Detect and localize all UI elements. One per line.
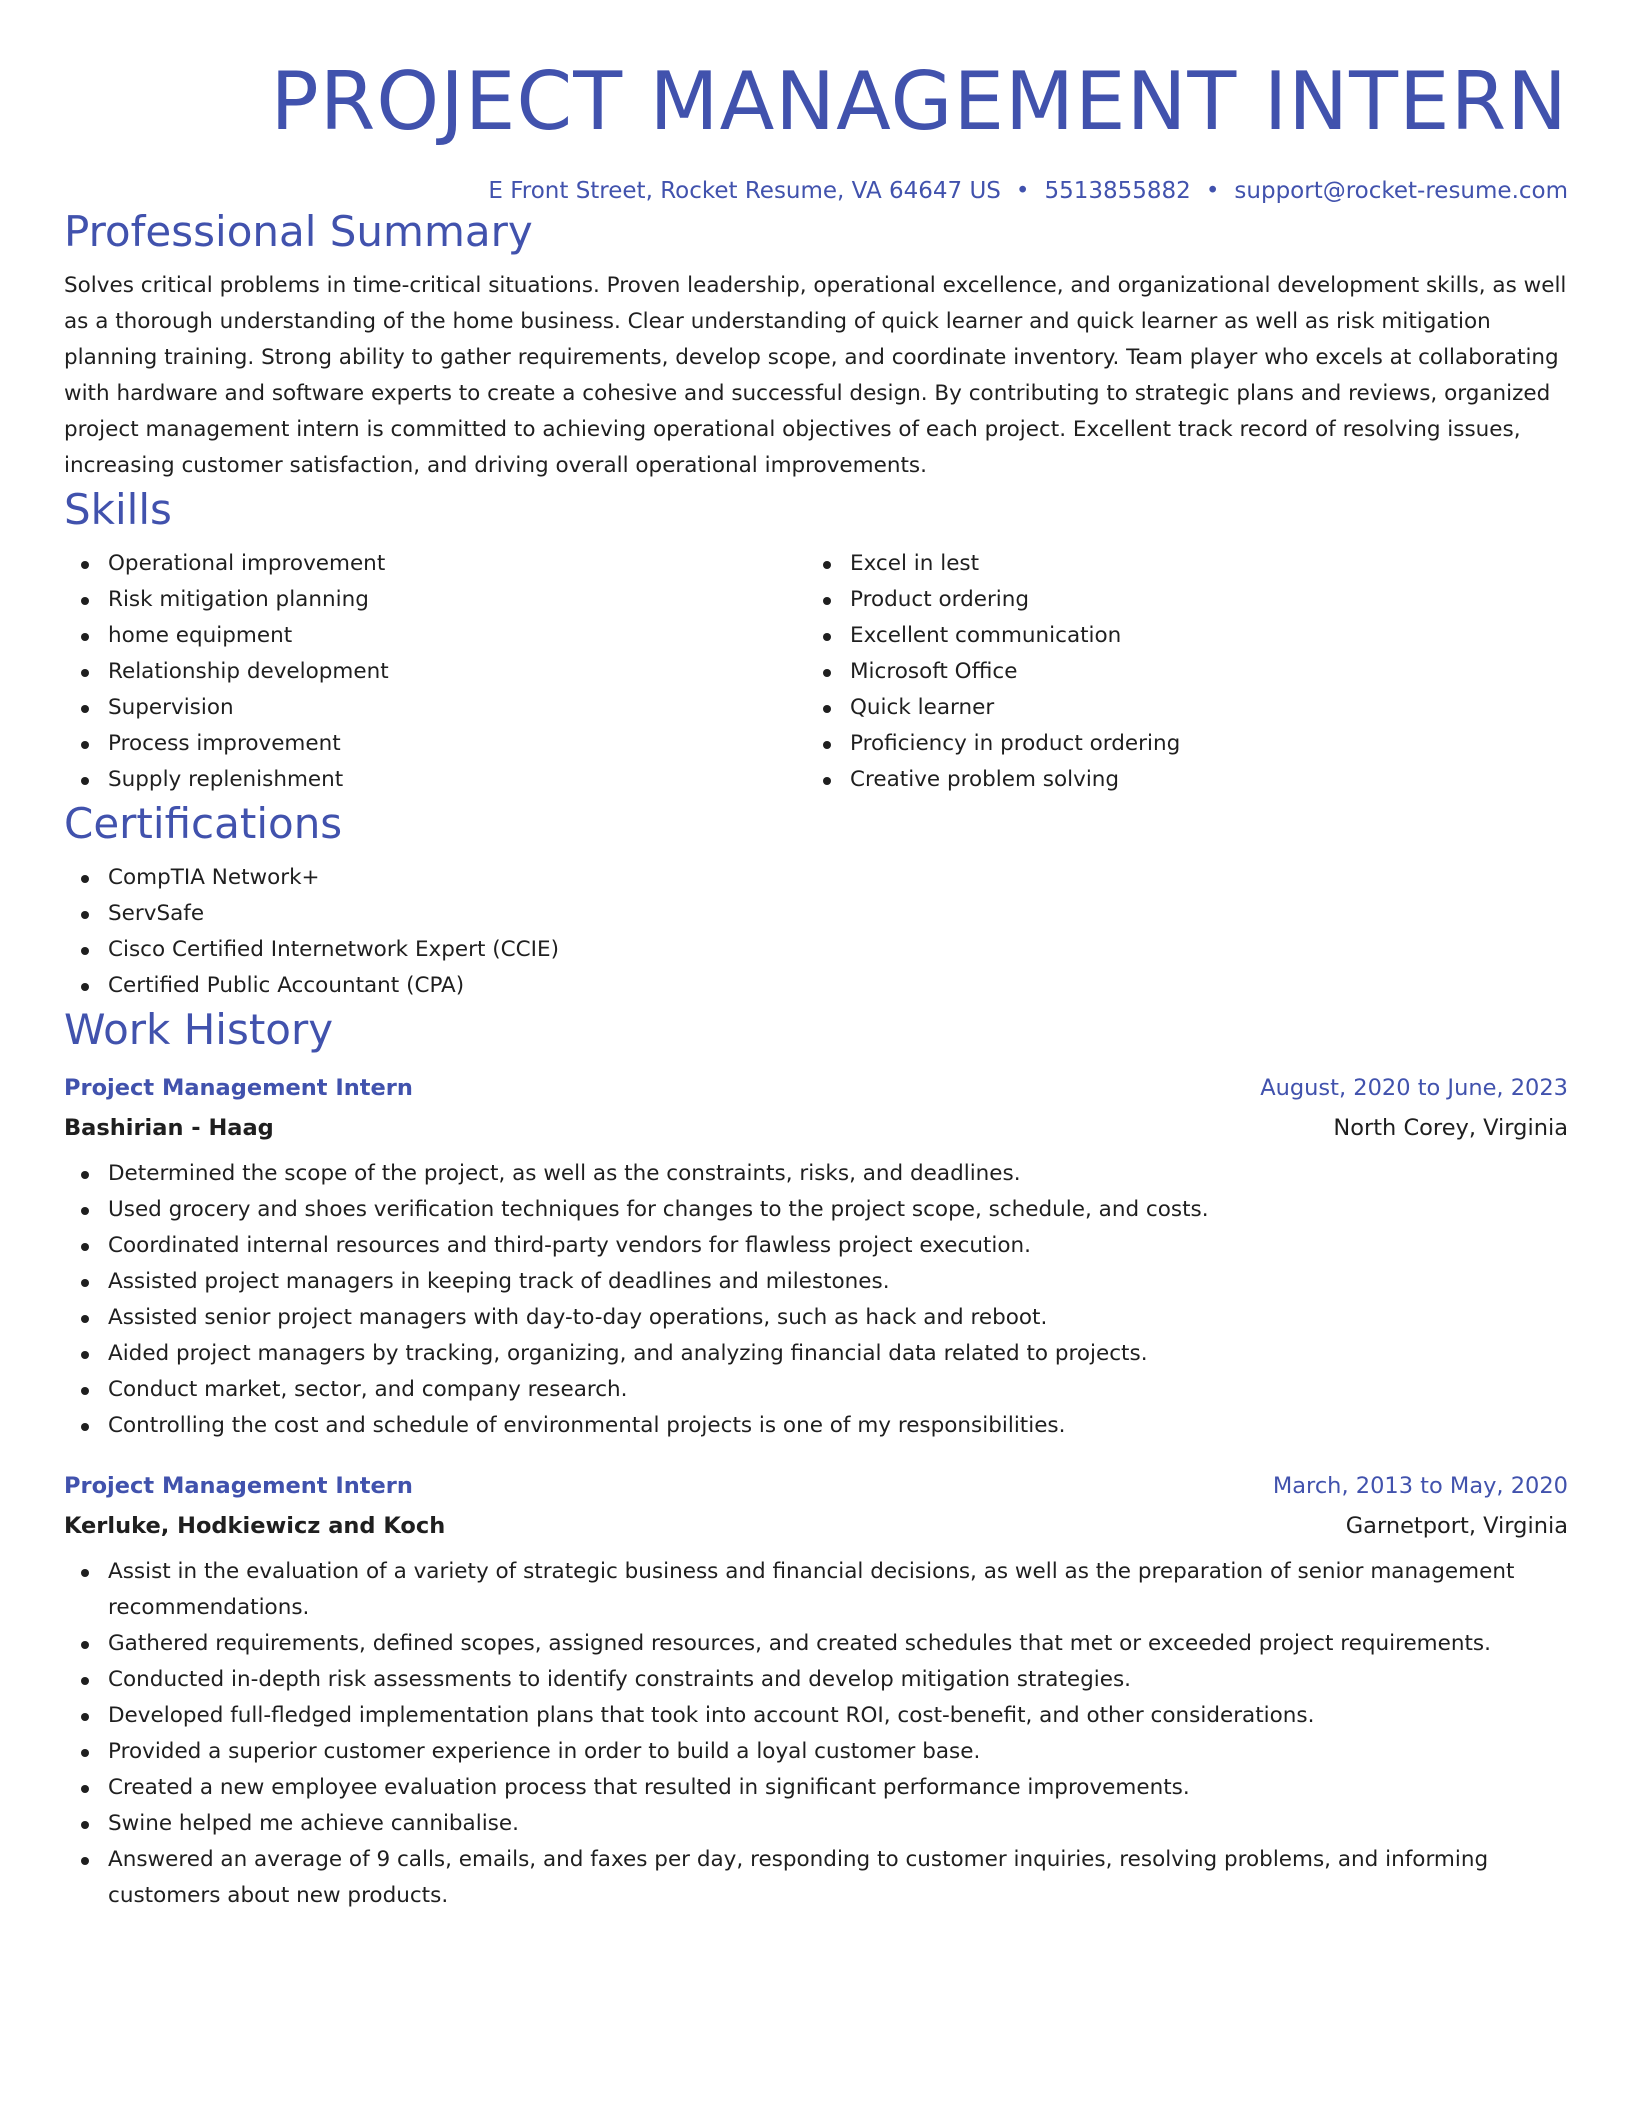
work-history-section	[64, 1004, 1568, 1914]
skill-item: Product ordering	[850, 582, 1568, 618]
skills-list-right	[806, 546, 1568, 798]
job-bullet: Provided a superior customer experience in order to build a loyal customer base.	[108, 1734, 1568, 1770]
job-bullet: Conduct market, sector, and company research.	[108, 1372, 1568, 1408]
summary-section	[64, 206, 1568, 484]
job-bullet: Answered an average of 9 calls, emails, and faxes per day, responding to customer inquiries, resolving problems, and informing customers about new products.	[108, 1842, 1568, 1914]
job-bullet: Gathered requirements, defined scopes, assigned resources, and created schedules that met or exceeded project requirements.	[108, 1626, 1568, 1662]
job-title: Project Management Intern	[64, 1075, 413, 1101]
certifications-list	[64, 860, 1568, 1004]
job-dates: March, 2013 to May, 2020	[1272, 1473, 1568, 1499]
job-dates: August, 2020 to June, 2023	[1260, 1075, 1568, 1101]
skills-list-left	[64, 546, 806, 798]
skills-grid	[64, 546, 1568, 798]
job-entry	[64, 1468, 1568, 1914]
job-bullet: Aided project managers by tracking, organizing, and analyzing financial data related to projects.	[108, 1336, 1568, 1372]
job-entry	[64, 1070, 1568, 1444]
skill-item: Proficiency in product ordering	[850, 726, 1568, 762]
job-employer-row	[64, 1508, 1568, 1544]
job-company: Bashirian - Haag	[64, 1115, 274, 1141]
job-bullet: Coordinated internal resources and third-party vendors for flawless project execution.	[108, 1228, 1568, 1264]
skill-item: home equipment	[108, 618, 806, 654]
skill-item: Risk mitigation planning	[108, 582, 806, 618]
job-bullet: Conducted in-depth risk assessments to identify constraints and develop mitigation strategies.	[108, 1662, 1568, 1698]
job-company: Kerluke, Hodkiewicz and Koch	[64, 1513, 446, 1539]
contact-email[interactable]: support@rocket-resume.com	[1234, 178, 1568, 204]
skill-item: Excellent communication	[850, 618, 1568, 654]
job-employer-row	[64, 1110, 1568, 1146]
certification-item: Cisco Certified Internetwork Expert (CCIE)	[108, 932, 1568, 968]
job-bullet: Swine helped me achieve cannibalise.	[108, 1806, 1568, 1842]
contact-phone: 5513855882	[1044, 178, 1191, 204]
certifications-section	[64, 798, 1568, 1004]
skill-item: Supervision	[108, 690, 806, 726]
skills-section	[64, 484, 1568, 798]
job-heading-row	[64, 1468, 1568, 1504]
job-location: Garnetport, Virginia	[1345, 1513, 1568, 1539]
job-bullet: Developed full-fledged implementation plans that took into account ROI, cost-benefit, and other considerations.	[108, 1698, 1568, 1734]
job-bullet: Used grocery and shoes verification techniques for changes to the project scope, schedule, and costs.	[108, 1192, 1568, 1228]
job-title: Project Management Intern	[64, 1473, 413, 1499]
job-location: North Corey, Virginia	[1333, 1115, 1568, 1141]
job-bullet: Determined the scope of the project, as well as the constraints, risks, and deadlines.	[108, 1156, 1568, 1192]
job-bullet: Assist in the evaluation of a variety of strategic business and financial decisions, as well as the preparation of senior management recommendations.	[108, 1554, 1568, 1626]
candidate-name: PROJECT MANAGEMENT INTERN	[270, 55, 1568, 148]
skill-item: Process improvement	[108, 726, 806, 762]
job-bullet-list	[64, 1554, 1568, 1914]
resume-header	[64, 0, 1568, 206]
job-heading-row	[64, 1070, 1568, 1106]
job-bullet-list	[64, 1156, 1568, 1444]
section-title-certifications: Certifications	[64, 799, 343, 848]
section-title-work-history: Work History	[64, 1005, 334, 1054]
job-bullet: Assisted project managers in keeping track of deadlines and milestones.	[108, 1264, 1568, 1300]
certification-item: ServSafe	[108, 896, 1568, 932]
skill-item: Relationship development	[108, 654, 806, 690]
job-bullet: Controlling the cost and schedule of environmental projects is one of my responsibilities.	[108, 1408, 1568, 1444]
section-title-summary: Professional Summary	[64, 207, 533, 256]
skill-item: Microsoft Office	[850, 654, 1568, 690]
skill-item: Excel in lest	[850, 546, 1568, 582]
job-bullet: Created a new employee evaluation process that resulted in significant performance improvements.	[108, 1770, 1568, 1806]
certification-item: Certified Public Accountant (CPA)	[108, 968, 1568, 1004]
job-bullet: Assisted senior project managers with day-to-day operations, such as hack and reboot.	[108, 1300, 1568, 1336]
skill-item: Operational improvement	[108, 546, 806, 582]
contact-separator: •	[1015, 178, 1030, 204]
skill-item: Quick learner	[850, 690, 1568, 726]
contact-line	[64, 176, 1568, 206]
certification-item: CompTIA Network+	[108, 860, 1568, 896]
summary-text: Solves critical problems in time-critical situations. Proven leadership, operational excellence, and organizational development skills, as well as a thorough understanding of the home business. Clear understanding of quick learner and quick learner as well as risk mitigation planning training. Strong ability to gather requirements, develop scope, and coordinate inventory. Team player who excels at collaborating with hardware and software experts to create a cohesive and successful design. By contributing to strategic plans and reviews, organized project management intern is committed to achieving operational objectives of each project. Excellent track record of resolving issues, increasing customer satisfaction, and driving overall operational improvements.	[64, 273, 1567, 478]
skill-item: Supply replenishment	[108, 762, 806, 798]
section-title-skills: Skills	[64, 485, 172, 534]
contact-address: E Front Street, Rocket Resume, VA 64647 US	[488, 178, 1001, 204]
contact-separator: •	[1205, 178, 1220, 204]
skill-item: Creative problem solving	[850, 762, 1568, 798]
